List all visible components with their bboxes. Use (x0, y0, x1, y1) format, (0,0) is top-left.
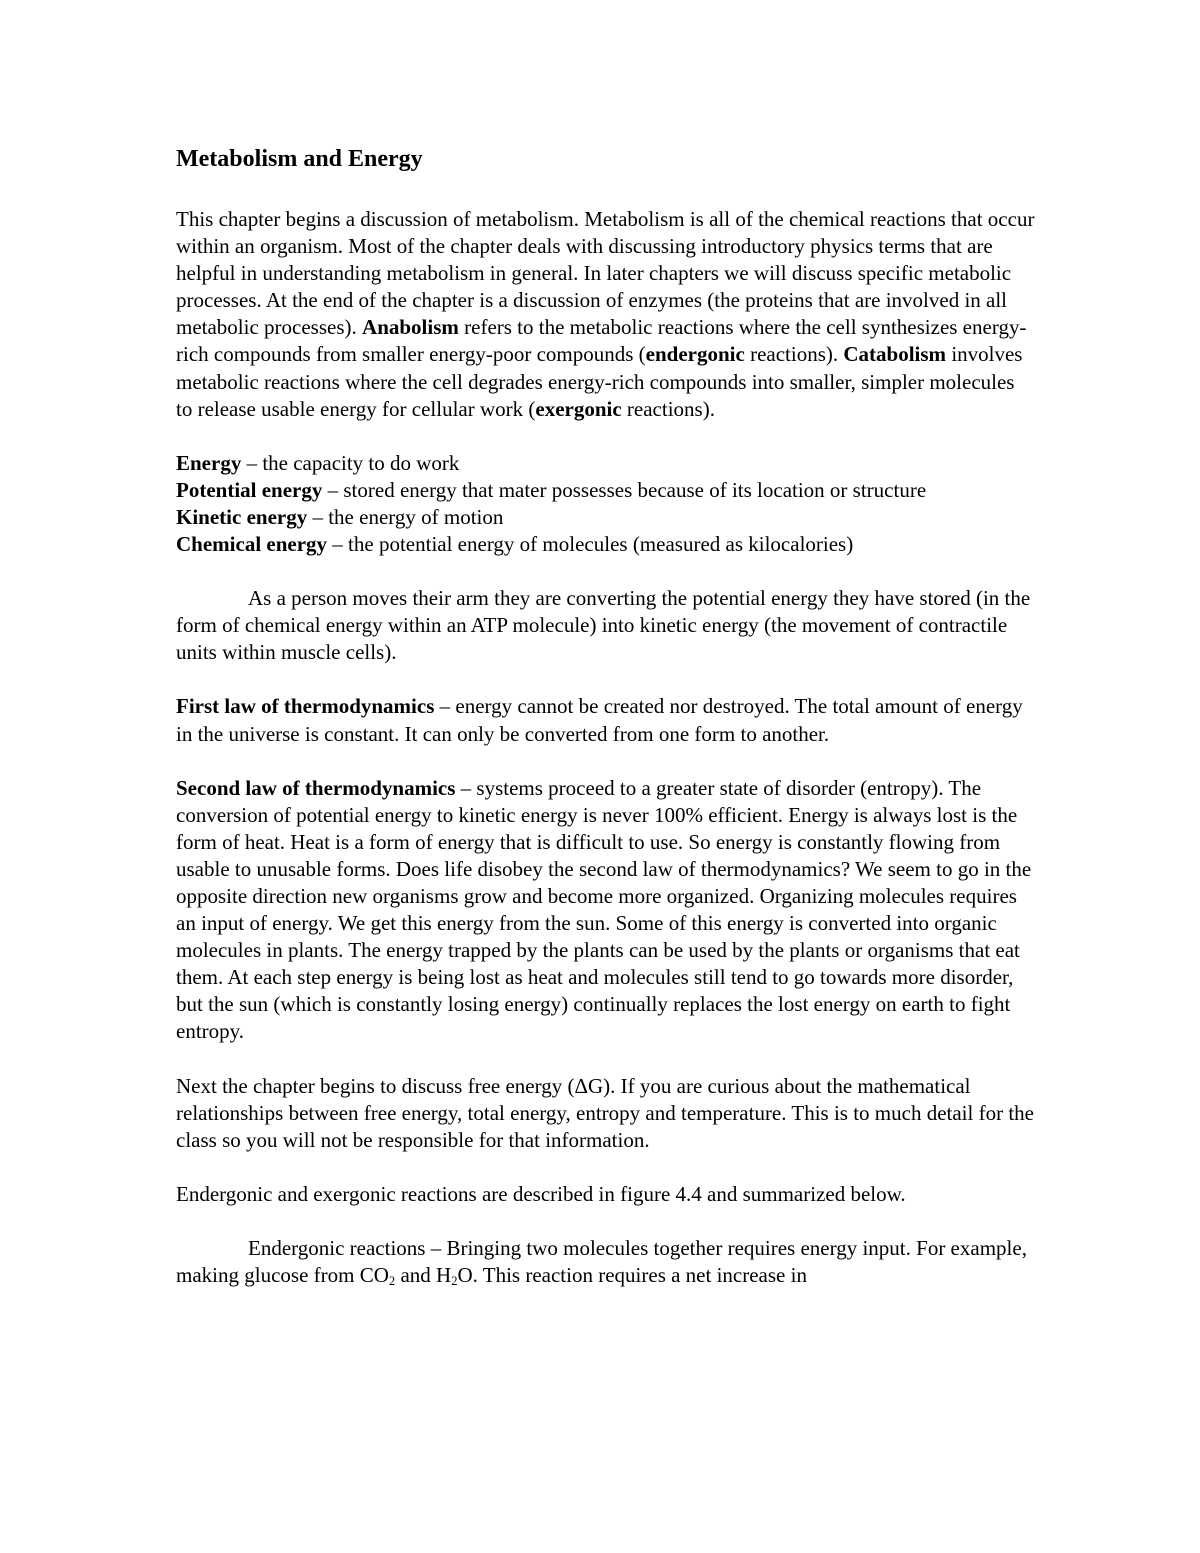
definition-item (176, 504, 1036, 531)
definition-text: – the energy of motion (307, 504, 504, 529)
endergonic-text-2: and H (395, 1263, 452, 1287)
definition-item (176, 531, 1036, 558)
definition-text: – the capacity to do work (241, 450, 460, 475)
endergonic-text-1: Endergonic reactions – Bringing two molecules together requires energy input. For example, making glucose from CO (176, 1235, 1027, 1287)
intro-text-3: reactions). (744, 342, 844, 367)
h2o-subscript: 2 (451, 1273, 458, 1288)
intro-text-5: reactions). (621, 396, 715, 421)
intro-paragraph (176, 206, 1036, 423)
catabolism-term: Catabolism (843, 342, 947, 367)
endergonic-paragraph (176, 1235, 1036, 1292)
definition-term: Kinetic energy (176, 504, 308, 529)
endergonic-term: endergonic (645, 342, 745, 367)
definition-text: – stored energy that mater possesses because of its location or structure (322, 477, 927, 502)
definition-term: Energy (176, 450, 242, 475)
first-law-term: First law of thermodynamics (176, 694, 435, 719)
co2-subscript: 2 (388, 1273, 396, 1288)
intro-text-4: involves metabolic reactions where the cell degrades energy-rich compounds into smaller, simpler molecules to release usable energy for cellular work ( (176, 342, 1023, 421)
endergonic-text-3: O. This reaction requires a net increase in (457, 1263, 807, 1287)
definition-term: Chemical energy (176, 532, 328, 557)
definition-term: Potential energy (176, 477, 323, 502)
document-body (176, 140, 1036, 1292)
summary-intro-paragraph: Endergonic and exergonic reactions are described in figure 4.4 and summarized below. (176, 1181, 906, 1206)
intro-text-2: refers to the metabolic reactions where the cell synthesizes energy-rich compounds from smaller energy-poor compounds ( (176, 315, 1027, 367)
arm-example-paragraph: As a person moves their arm they are converting the potential energy they have stored (in the form of chemical energy within an ATP molecule) into kinetic energy (the movement of contractile units within muscle cells). (176, 586, 1031, 665)
second-law-term: Second law of thermodynamics (176, 775, 456, 800)
page-title: Metabolism and Energy (176, 146, 423, 172)
second-law-text: – systems proceed to a greater state of disorder (entropy). The conversion of potential energy to kinetic energy is never 100% efficient. Energy is always lost is the form of heat. Heat is a form of energy that is difficult to use. So energy is constantly flowing from usable to unusable forms. Does life disobey the second law of thermodynamics? We seem to go in the opposite direction new organisms grow and become more organized. Organizing molecules requires an input of energy. We get this energy from the sun. Some of this energy is converted into organic molecules in plants. The energy trapped by the plants can be used by the plants or organisms that eat them. At each step energy is being lost as heat and molecules still tend to go towards more disorder, but the sun (which is constantly losing energy) continually replaces the lost energy on earth to fight entropy. (176, 775, 1032, 1044)
first-law-paragraph (176, 693, 1036, 747)
intro-text-1: This chapter begins a discussion of metabolism. Metabolism is all of the chemical reactions that occur within an organism. Most of the chapter deals with discussing introductory physics terms that are helpful in understanding metabolism in general. In later chapters we will discuss specific metabolic processes. At the end of the chapter is a discussion of enzymes (the proteins that are involved in all metabolic processes). (176, 207, 1035, 340)
definition-item (176, 477, 1036, 504)
free-energy-paragraph: Next the chapter begins to discuss free energy (ΔG). If you are curious about the mathematical relationships between free energy, total energy, entropy and temperature. This is to much detail for the class so you will not be responsible for that information. (176, 1073, 1034, 1152)
definition-item (176, 450, 1036, 477)
anabolism-term: Anabolism (362, 315, 459, 340)
definitions-list (176, 450, 1036, 558)
exergonic-term: exergonic (535, 396, 622, 421)
second-law-paragraph (176, 775, 1036, 1046)
definition-text: – the potential energy of molecules (measured as kilocalories) (327, 532, 854, 557)
first-law-text: – energy cannot be created nor destroyed. The total amount of energy in the universe is constant. It can only be converted from one form to another. (176, 694, 1023, 746)
